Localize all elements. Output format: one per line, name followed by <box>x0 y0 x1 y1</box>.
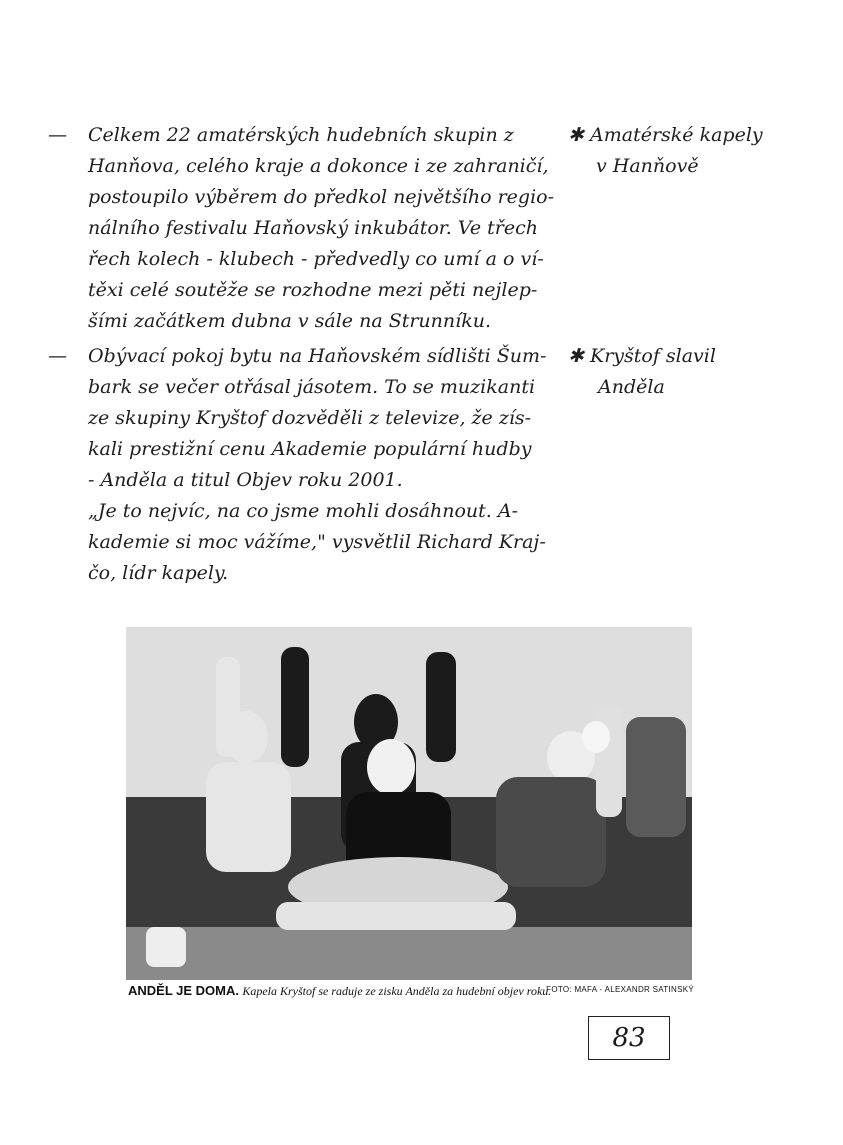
handwritten-line: kademie si moc vážíme," vysvětlil Richard Kraj- <box>88 531 546 553</box>
handwritten-line: šími začátkem dubna v sále na Strunníku. <box>88 310 492 332</box>
handwritten-line: kali prestižní cenu Akademie populární hudby <box>88 438 532 460</box>
handwritten-paragraph <box>88 120 588 337</box>
asterisk-icon: ✱ <box>568 345 584 367</box>
handwritten-line: ze skupiny Kryštof dozvěděli z televize, že zís- <box>88 407 532 429</box>
handwritten-line: Celkem 22 amatérských hudebních skupin z <box>88 124 514 146</box>
side-note-1 <box>568 120 838 182</box>
note-entry-2 <box>48 341 588 591</box>
asterisk-icon: ✱ <box>568 124 584 146</box>
side-note-2 <box>568 341 838 403</box>
side-note-line <box>568 120 838 151</box>
photo-caption <box>128 983 694 1005</box>
note-entry-1 <box>48 120 588 340</box>
handwritten-line: čo, lídr kapely. <box>88 562 229 584</box>
photo-credit: FOTO: MAFA - ALEXANDR SATINSKÝ <box>546 985 694 994</box>
handwritten-line: Hanňova, celého kraje a dokonce i ze zahraničí, <box>88 155 549 177</box>
side-note-line <box>568 341 838 372</box>
handwritten-line: Obývací pokoj bytu na Haňovském sídlišti Šum- <box>88 345 547 367</box>
handwritten-line: „Je to nejvíc, na co jsme mohli dosáhnout. A- <box>88 500 518 522</box>
entry-dash: — <box>48 345 67 367</box>
side-note-text: Amatérské kapely <box>590 124 763 146</box>
handwritten-line: nálního festivalu Haňovský inkubátor. Ve třech <box>88 217 538 239</box>
handwritten-line: postoupilo výběrem do předkol největšího regio- <box>88 186 555 208</box>
side-note-text: Anděla <box>598 376 665 398</box>
page-number: 83 <box>588 1016 670 1060</box>
newspaper-photo <box>126 627 692 980</box>
caption-text: Kapela Kryštof se raduje ze zisku Anděla za hudební objev roku. <box>242 984 552 998</box>
side-note-text: v Hanňově <box>596 155 699 177</box>
caption-headline: ANDĚL JE DOMA. <box>128 983 239 998</box>
side-note-text: Kryštof slavil <box>590 345 716 367</box>
handwritten-line: bark se večer otřásal jásotem. To se muzikanti <box>88 376 536 398</box>
band-celebrating-photo <box>126 627 692 980</box>
handwritten-line: - Anděla a titul Objev roku 2001. <box>88 469 403 491</box>
handwritten-line: řech kolech - klubech - předvedly co umí a o ví- <box>88 248 544 270</box>
entry-dash: — <box>48 124 67 146</box>
handwritten-paragraph <box>88 341 588 589</box>
handwritten-line: těxi celé soutěže se rozhodne mezi pěti nejlep- <box>88 279 538 301</box>
